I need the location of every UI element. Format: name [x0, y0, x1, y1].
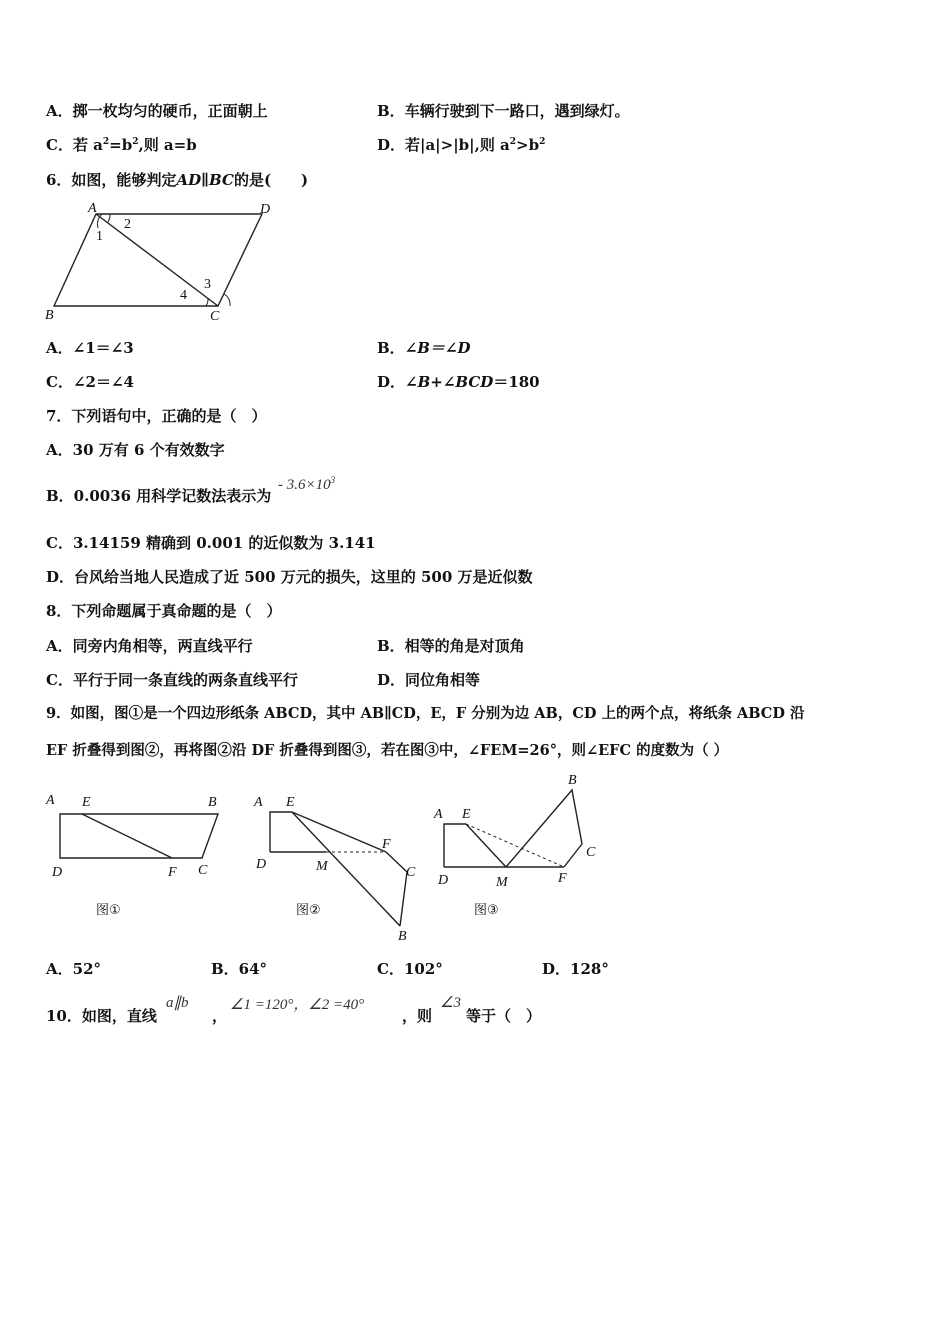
q8-option-a: A．同旁内角相等，两直线平行 [46, 637, 253, 655]
label-c: C [210, 309, 220, 324]
q6-option-d-math: ∠B+∠BCD [405, 373, 494, 391]
q9-option-c: C．102° [377, 960, 443, 978]
q5-option-c-mid: =b [109, 136, 133, 154]
label-e: E [82, 795, 91, 810]
q8-option-c: C．平行于同一条直线的两条直线平行 [46, 671, 298, 689]
q9-figure-1 [42, 790, 242, 930]
q6-option-b-math: ∠B＝∠D [404, 339, 471, 357]
q7-stem: 7．下列语句中，正确的是（ ） [46, 407, 267, 425]
q5-option-c [46, 135, 197, 155]
q7-option-b: B．0.0036 用科学记数法表示为 [46, 487, 272, 505]
q7-option-b-formula [278, 477, 335, 494]
label-b: B [45, 308, 54, 323]
q9-fig1-caption: 图① [96, 903, 121, 918]
label-c: C [198, 863, 208, 878]
q10-math-parallel: a∥b [166, 995, 189, 1011]
label-d: D [438, 873, 449, 888]
q5-option-b: B．车辆行驶到下一路口，遇到绿灯。 [377, 102, 630, 120]
q6-stem [46, 170, 308, 190]
q9-fig3-caption: 图③ [474, 903, 499, 918]
superscript: 2 [102, 137, 110, 147]
label-m: M [496, 875, 508, 890]
q9-fig2-caption: 图② [296, 903, 321, 918]
label-d: D [260, 202, 271, 217]
label-a: A [434, 807, 443, 822]
q6-option-c: C．∠2＝∠4 [46, 373, 134, 391]
superscript: 2 [509, 137, 517, 147]
q8-option-d: D．同位角相等 [377, 671, 481, 689]
q5-option-a: A．掷一枚均匀的硬币，正面朝上 [46, 102, 268, 120]
q6-option-d-prefix: D． [377, 373, 406, 391]
q9-option-a: A．52° [46, 960, 102, 978]
label-a: A [254, 795, 263, 810]
q7-option-c: C．3.14159 精确到 0.001 的近似数为 3.141 [46, 534, 376, 552]
q6-stem-suffix: 的是( ) [233, 171, 309, 189]
label-e: E [286, 795, 295, 810]
q5-option-d [377, 135, 545, 155]
q10-math-angles: ∠1 =120°，∠2 =40° [230, 997, 365, 1013]
label-c: C [406, 865, 416, 880]
q9-stem-line1: 9．如图，图①是一个四边形纸条 ABCD，其中 AB∥CD，E，F 分别为边 AB，CD 上的两个点，将纸条 ABCD 沿 [46, 705, 805, 722]
label-d: D [52, 865, 63, 880]
q5-option-d-prefix: D．若|a|>|b|,则 a [377, 136, 510, 154]
angle-label-3: 3 [204, 277, 211, 292]
q6-stem-prefix: 6．如图，能够判定 [46, 171, 177, 189]
formula-exponent: 3 [330, 475, 336, 485]
label-a: A [88, 201, 97, 216]
label-f: F [168, 865, 177, 880]
q10-stem-prefix: 10．如图，直线 [46, 1007, 157, 1025]
label-e: E [462, 807, 471, 822]
label-d: D [256, 857, 267, 872]
q6-option-a: A．∠1＝∠3 [46, 339, 134, 357]
q6-figure-parallelogram [40, 198, 280, 323]
q10-comma: ， [212, 1007, 228, 1025]
angle-label-4: 4 [180, 288, 187, 303]
q6-stem-math: AD∥BC [176, 171, 234, 189]
label-f: F [558, 871, 567, 886]
label-b: B [568, 773, 577, 788]
superscript: 2 [132, 137, 139, 147]
q6-option-d [377, 372, 540, 392]
q10-stem-suffix: 等于（ ） [466, 1007, 542, 1025]
q10-math-angle3: ∠3 [440, 995, 461, 1011]
q7-option-d: D．台风给当地人民造成了近 500 万元的损失，这里的 500 万是近似数 [46, 568, 533, 586]
label-b: B [398, 929, 407, 944]
label-m: M [316, 859, 328, 874]
q6-option-b [377, 338, 471, 358]
q9-figure-2 [252, 790, 442, 950]
q8-option-b: B．相等的角是对顶角 [377, 637, 525, 655]
q10-then: ，则 [402, 1007, 433, 1025]
q5-option-d-mid: >b [516, 136, 540, 154]
q6-option-d-suffix: ＝180 [493, 373, 540, 391]
q9-stem-line2: EF 折叠得到图②，再将图②沿 DF 折叠得到图③，若在图③中，∠FEM=26°，则∠EFC 的度数为（ ） [46, 742, 729, 759]
label-b: B [208, 795, 217, 810]
q6-option-b-prefix: B． [377, 339, 405, 357]
label-c: C [586, 845, 596, 860]
q9-option-d: D．128° [542, 960, 609, 978]
superscript: 2 [539, 137, 546, 147]
label-f: F [382, 837, 391, 852]
angle-label-2: 2 [124, 217, 131, 232]
q9-figure-3 [430, 770, 630, 920]
q5-option-c-suffix: ,则 a=b [138, 136, 197, 154]
q9-option-b: B．64° [211, 960, 268, 978]
q5-option-c-prefix: C．若 a [46, 136, 103, 154]
angle-label-1: 1 [96, 229, 103, 244]
q8-stem: 8．下列命题属于真命题的是（ ） [46, 602, 282, 620]
label-a: A [46, 793, 55, 808]
formula-base: - 3.6×10 [278, 477, 331, 493]
q7-option-a: A．30 万有 6 个有效数字 [46, 441, 225, 459]
